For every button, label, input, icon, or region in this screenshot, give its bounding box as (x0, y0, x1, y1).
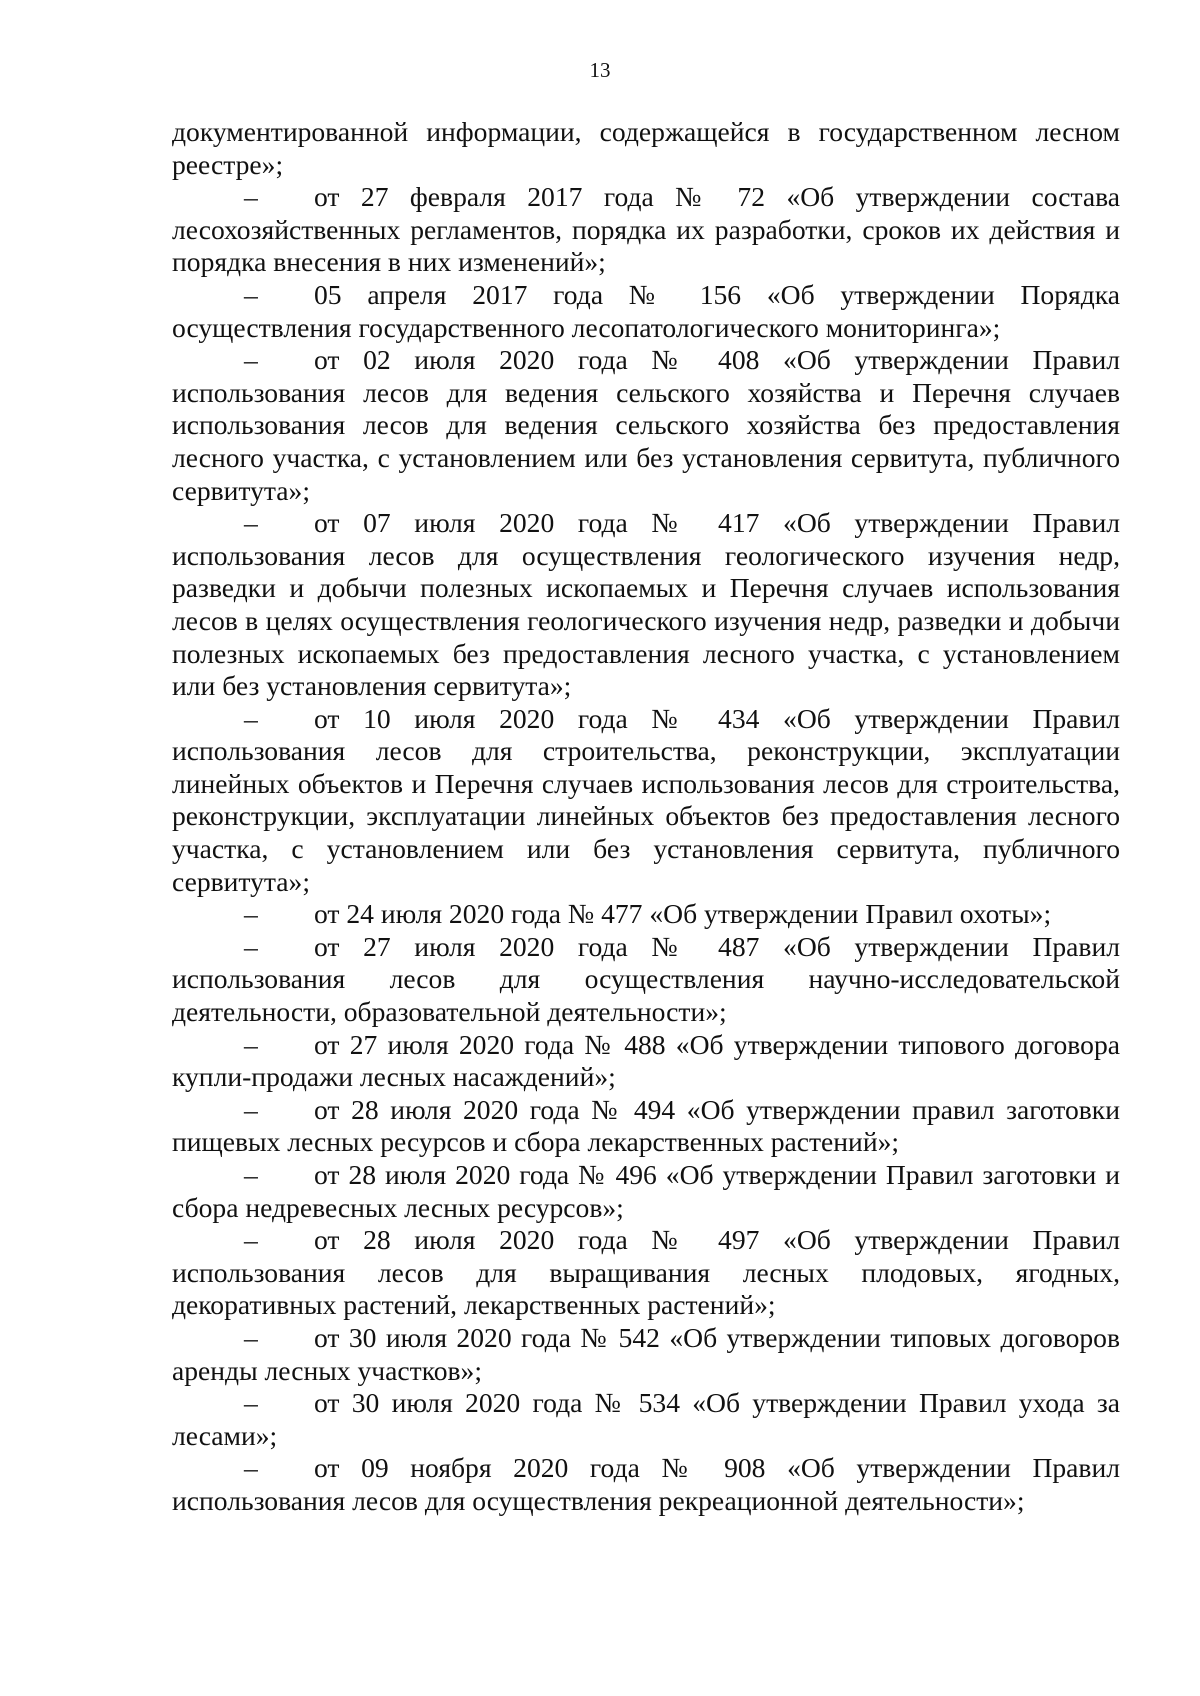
list-item (172, 931, 1120, 1029)
list-dash: – (244, 702, 258, 734)
list-dash: – (244, 1028, 258, 1060)
list-item (172, 898, 1120, 931)
list-item (172, 1452, 1120, 1517)
list-item-text: 05 апреля 2017 года № 156 «Об утверждении Порядка осуществления государственного лесопатологического мониторинга»; (172, 278, 1120, 343)
list-item-text: от 30 июля 2020 года № 542 «Об утверждении типовых договоров аренды лесных участков»; (172, 1321, 1120, 1386)
list-item (172, 344, 1120, 507)
paragraph-continuation (172, 116, 1120, 181)
list-dash: – (244, 181, 258, 213)
list-item (172, 279, 1120, 344)
list-item (172, 703, 1120, 899)
list-item (172, 507, 1120, 703)
list-item-text: от 28 июля 2020 года № 497 «Об утверждении Правил использования лесов для выращивания лесных плодовых, ягодных, декоративных растений, лекарственных растений»; (172, 1224, 1120, 1321)
list-dash: – (244, 1224, 258, 1256)
list-item (172, 1224, 1120, 1322)
list-item (172, 1094, 1120, 1159)
list-item (172, 181, 1120, 279)
list-item-text: от 07 июля 2020 года № 417 «Об утверждении Правил использования лесов для осуществления геологического изучения недр, разведки и добычи полезных ископаемых и Перечня случаев использования лесов в целях осуществления геологического изучения недр, разведки и добычи полезных ископаемых без предоставления лесного участка, с установлением или без установления сервитута»; (172, 507, 1120, 702)
list-item-text: от 09 ноября 2020 года № 908 «Об утверждении Правил использования лесов для осуществления рекреационной деятельности»; (172, 1452, 1120, 1516)
list-dash: – (244, 344, 258, 376)
list-dash: – (244, 1452, 258, 1484)
list-dash: – (244, 507, 258, 539)
list-dash: – (244, 1321, 258, 1353)
list-dash: – (244, 898, 258, 930)
list-item-text: от 30 июля 2020 года № 534 «Об утверждении Правил ухода за лесами»; (172, 1387, 1120, 1451)
list-item-text: от 28 июля 2020 года № 494 «Об утверждении правил заготовки пищевых лесных ресурсов и сбора лекарственных растений»; (172, 1093, 1120, 1158)
list-item-text: от 27 февраля 2017 года № 72 «Об утверждении состава лесохозяйственных регламентов, порядка их разработки, сроков их действия и порядка внесения в них изменений»; (172, 181, 1120, 278)
list-item (172, 1029, 1120, 1094)
list-dash: – (244, 278, 258, 310)
list-item (172, 1159, 1120, 1224)
list-dash: – (244, 1387, 258, 1419)
list-dash: – (244, 930, 258, 962)
page-number: 13 (589, 58, 611, 82)
list-item-text: от 27 июля 2020 года № 488 «Об утверждении типового договора купли-продажи лесных насаждений»; (172, 1028, 1120, 1093)
paragraph-text: документированной информации, содержащейся в государственном лесном реестре»; (172, 116, 1120, 180)
list-item (172, 1322, 1120, 1387)
list-item-text: от 27 июля 2020 года № 487 «Об утверждении Правил использования лесов для осуществления научно-исследовательской деятельности, образовательной деятельности»; (172, 930, 1120, 1028)
list-item-text: от 10 июля 2020 года № 434 «Об утверждении Правил использования лесов для строительства, реконструкции, эксплуатации линейных объектов и Перечня случаев использования лесов для строительства, реконструкции, эксплуатации линейных объектов без предоставления лесного участка, с установлением или без установления сервитута, публичного сервитута»; (172, 702, 1120, 897)
list-dash: – (244, 1093, 258, 1125)
list-dash: – (244, 1159, 258, 1190)
document-body (172, 116, 1120, 1518)
list-item-text: от 28 июля 2020 года № 496 «Об утверждении Правил заготовки и сбора недревесных лесных ресурсов»; (172, 1159, 1120, 1223)
list-item (172, 1387, 1120, 1452)
list-item-text: от 24 июля 2020 года № 477 «Об утверждении Правил охоты»; (314, 898, 1052, 930)
list-item-text: от 02 июля 2020 года № 408 «Об утверждении Правил использования лесов для ведения сельского хозяйства и Перечня случаев использования лесов для ведения сельского хозяйства без предоставления лесного участка, с установлением или без установления сервитута, публичного сервитута»; (172, 344, 1120, 506)
